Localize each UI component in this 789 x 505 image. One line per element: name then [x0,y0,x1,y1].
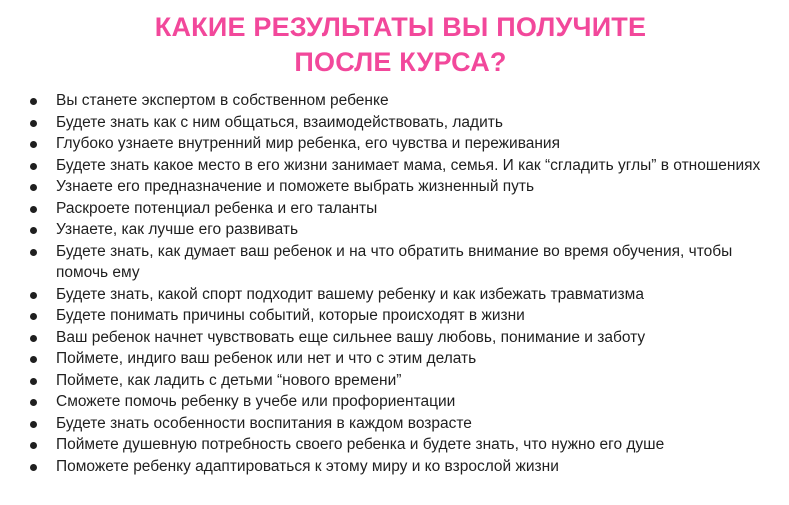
list-item [30,370,771,392]
list-item [30,219,771,241]
bullet-icon [30,464,37,471]
list-item-text: Будете знать, какой спорт подходит вашему ребенку и как избежать травматизма [56,285,644,303]
bullet-icon [30,249,37,256]
bullet-icon [30,163,37,170]
list-item [30,413,771,435]
bullet-icon [30,313,37,320]
list-item [30,434,771,456]
page-title: КАКИЕ РЕЗУЛЬТАТЫ ВЫ ПОЛУЧИТЕ ПОСЛЕ КУРСА? [154,12,647,77]
list-item [30,112,771,134]
bullet-icon [30,335,37,342]
list-item-text: Сможете помочь ребенку в учебе или профориентации [56,393,456,410]
list-item-text: Будете понимать причины событий, которые происходят в жизни [56,307,525,324]
list-item-text: Поймете душевную потребность своего ребенка и будете знать, что нужно его душе [56,436,665,453]
list-item-text: Поймете, как ладить с детьми “нового времени” [56,371,402,389]
bullet-icon [30,421,37,428]
list-item [30,90,771,112]
list-item-text: Ваш ребенок начнет чувствовать еще сильнее вашу любовь, понимание и заботу [56,328,646,346]
bullet-icon [30,206,37,213]
list-item [30,241,771,284]
list-item-text: Будете знать, как думает ваш ребенок и на что обратить внимание во время обучения, чтобы помочь ему [56,242,733,281]
list-item [30,456,771,478]
bullet-icon [30,98,37,105]
list-item-text: Глубоко узнаете внутренний мир ребенка, его чувства и переживания [56,135,560,152]
bullet-icon [30,120,37,127]
bullet-icon [30,442,37,449]
list-item-text: Узнаете, как лучше его развивать [56,221,299,238]
bullet-icon [30,292,37,299]
bullet-icon [30,184,37,191]
bullet-icon [30,356,37,363]
list-item [30,284,771,306]
list-item-text: Будете знать какое место в его жизни занимает мама, семья. И как “сгладить углы” в отношениях [56,156,761,174]
list-item-text: Раскроете потенциал ребенка и его таланты [56,199,378,217]
list-item-text: Вы станете экспертом в собственном ребенке [56,92,389,109]
bullet-icon [30,378,37,385]
list-item [30,133,771,155]
list-item-text: Будете знать как с ним общаться, взаимодействовать, ладить [56,113,503,131]
list-item [30,348,771,370]
list-item [30,327,771,349]
bullet-icon [30,399,37,406]
list-item-text: Будете знать особенности воспитания в каждом возрасте [56,414,472,432]
bullet-icon [30,141,37,148]
bullet-icon [30,227,37,234]
list-item [30,391,771,413]
list-item [30,305,771,327]
list-item-text: Поможете ребенку адаптироваться к этому миру и ко взрослой жизни [56,457,559,475]
list-item-text: Поймете, индиго ваш ребенок или нет и что с этим делать [56,350,477,367]
list-item [30,155,771,177]
list-item-text: Узнаете его предназначение и поможете выбрать жизненный путь [56,178,535,195]
list-item [30,198,771,220]
list-item [30,176,771,198]
results-list [30,90,771,477]
